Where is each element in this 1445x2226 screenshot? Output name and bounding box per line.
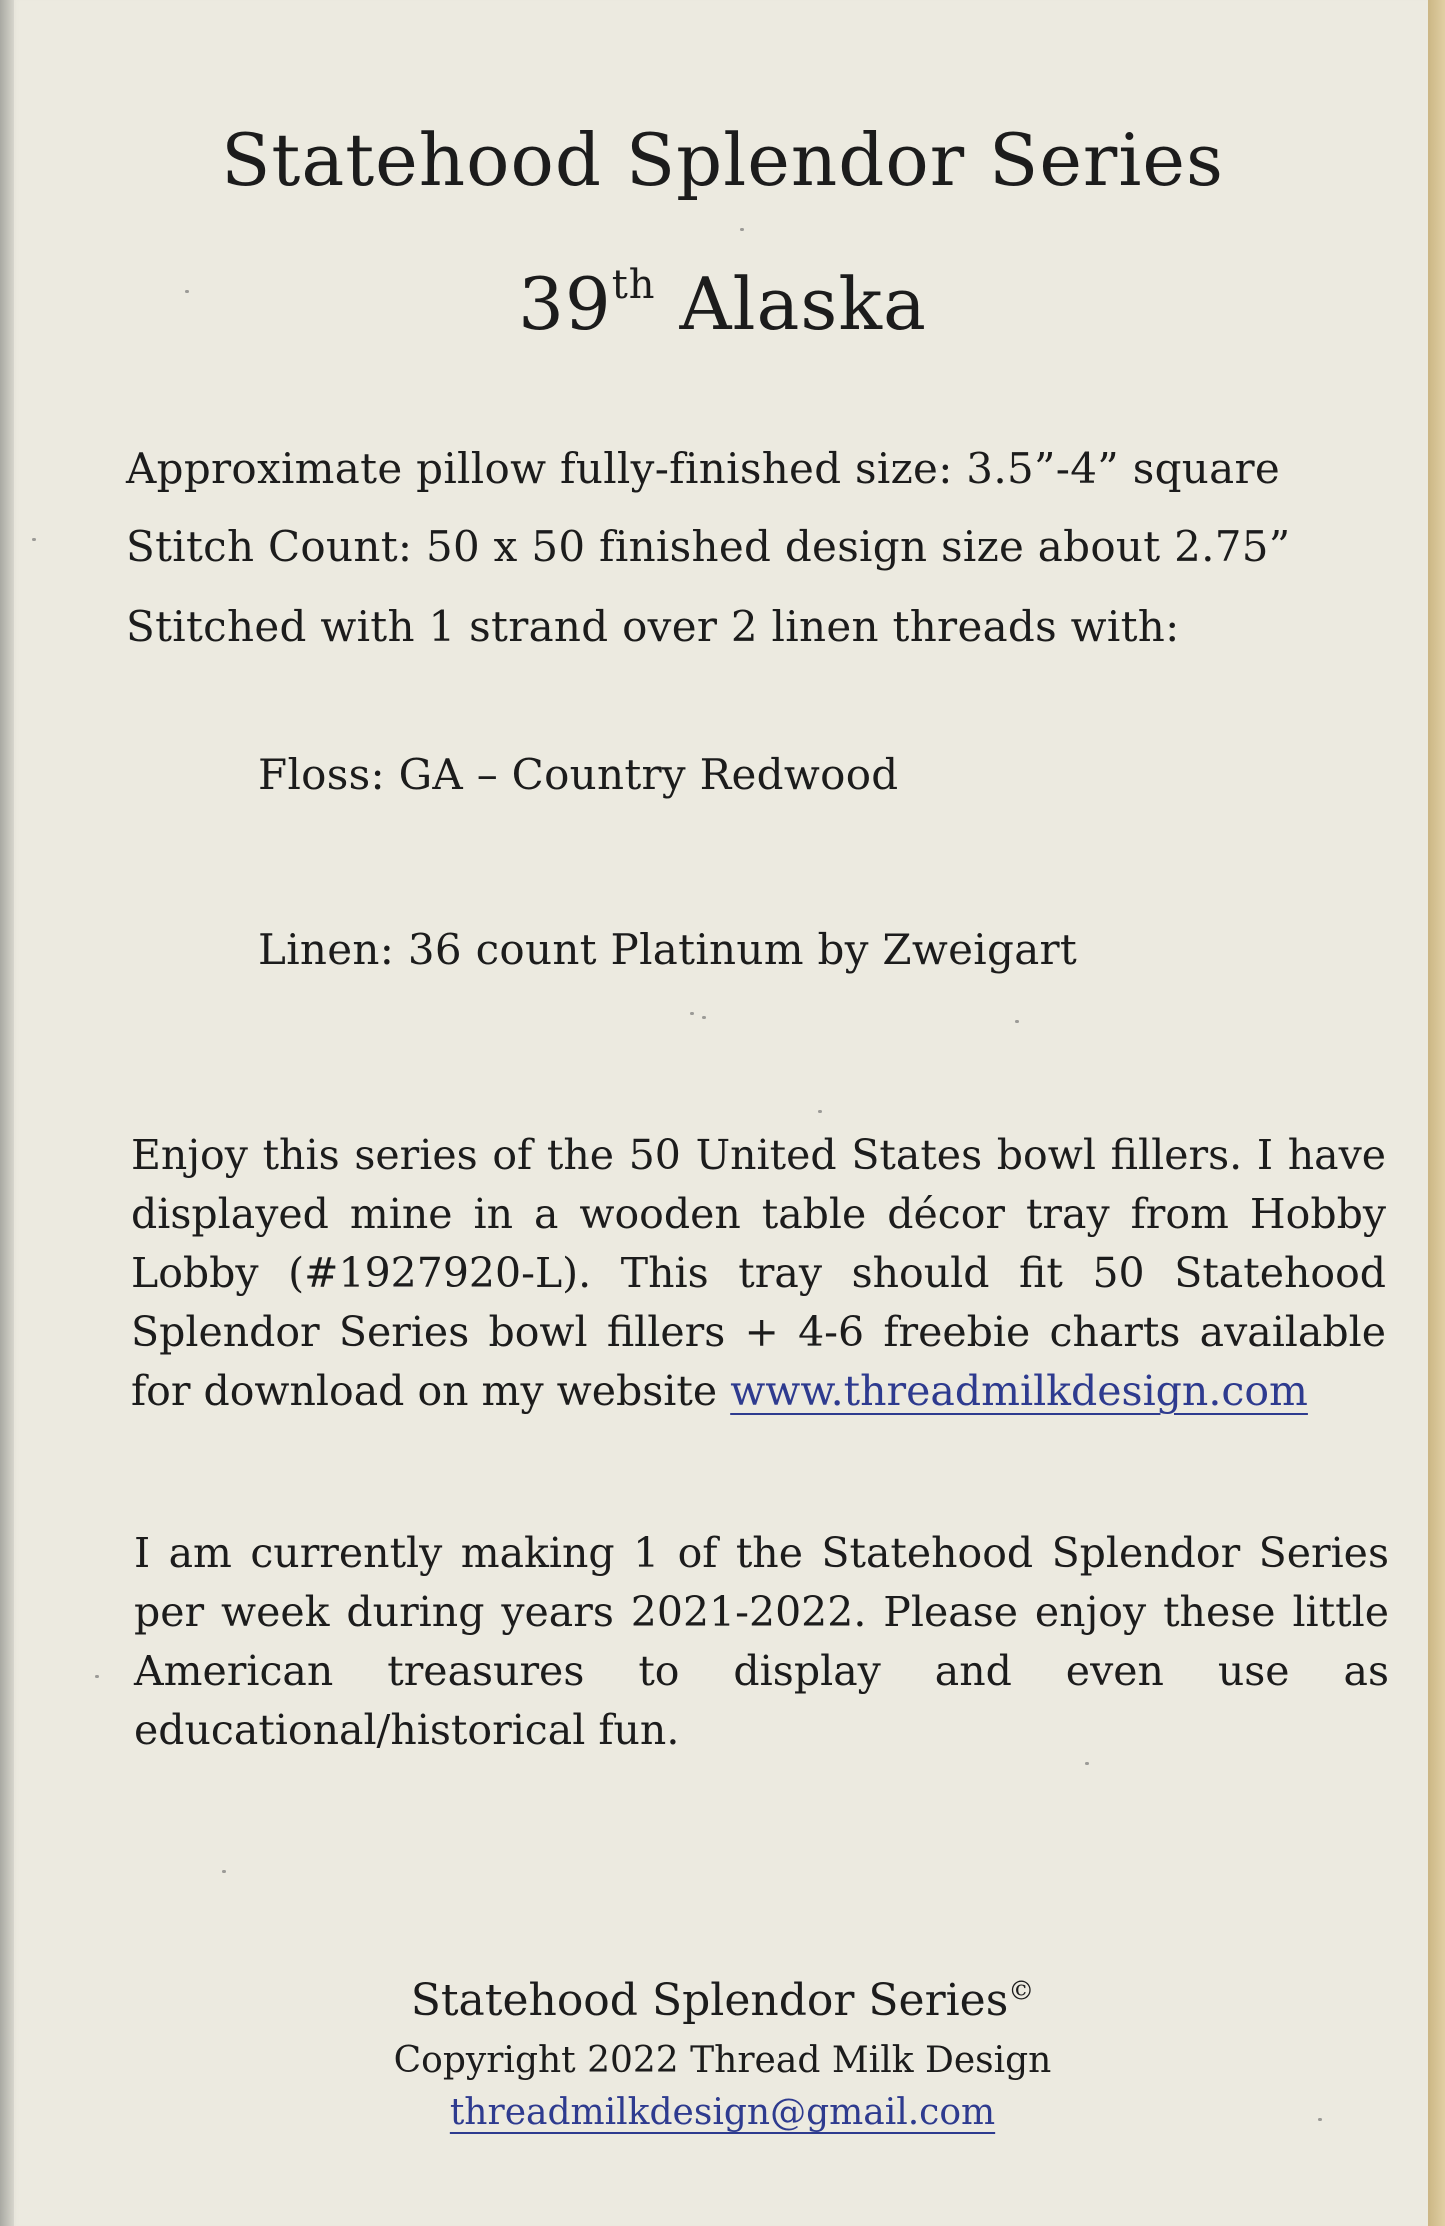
paper-speck [32,538,36,541]
copyright-symbol: © [1008,1976,1035,2007]
email-link[interactable]: threadmilkdesign@gmail.com [449,2092,996,2133]
footer-copyright: Copyright 2022 Thread Milk Design [393,2040,1052,2081]
footer-series-name: Statehood Splendor Series [410,1975,1009,2026]
stitched-with-text: Stitched with 1 strand over 2 linen threads with: [126,602,1180,651]
footer-series [0,1975,1445,2026]
paper-speck [818,1110,822,1113]
pillow-size-text: Approximate pillow fully-finished size: 3.5”-4” square [126,444,1280,493]
paper-speck [702,1016,706,1019]
ordinal-suffix: th [611,262,656,308]
paper-speck [740,228,744,231]
footer-email-line [0,2092,1445,2133]
state-title [0,262,1445,346]
paper-speck [222,1870,226,1873]
description-paragraph [131,1126,1386,1421]
schedule-paragraph: I am currently making 1 of the Statehood Splendor Series per week during years 2021-2022. Please enjoy these little American treasures to display and even use as educational/historical fun. [134,1529,1389,1754]
paper-speck [1015,1020,1019,1023]
series-title: Statehood Splendor Series [221,118,1224,202]
state-number: 39 [518,262,612,346]
description-text: Enjoy this series of the 50 United States bowl fillers. I have displayed mine in a wooden table décor tray from Hobby Lobby (#1927920-L). This tray should fit 50 Statehood Splendor Series bowl fillers + 4-6 freebie charts available for download on my website [131,1131,1386,1415]
website-link[interactable]: www.threadmilkdesign.com [730,1367,1308,1415]
floss-text: Floss: GA – Country Redwood [258,750,899,799]
paper-speck [1085,1762,1089,1765]
linen-text: Linen: 36 count Platinum by Zweigart [258,925,1078,974]
paper-speck [690,1012,694,1015]
state-name: Alaska [679,262,927,346]
stitch-count-text: Stitch Count: 50 x 50 finished design size about 2.75” [126,522,1291,571]
paper-speck [95,1675,99,1678]
